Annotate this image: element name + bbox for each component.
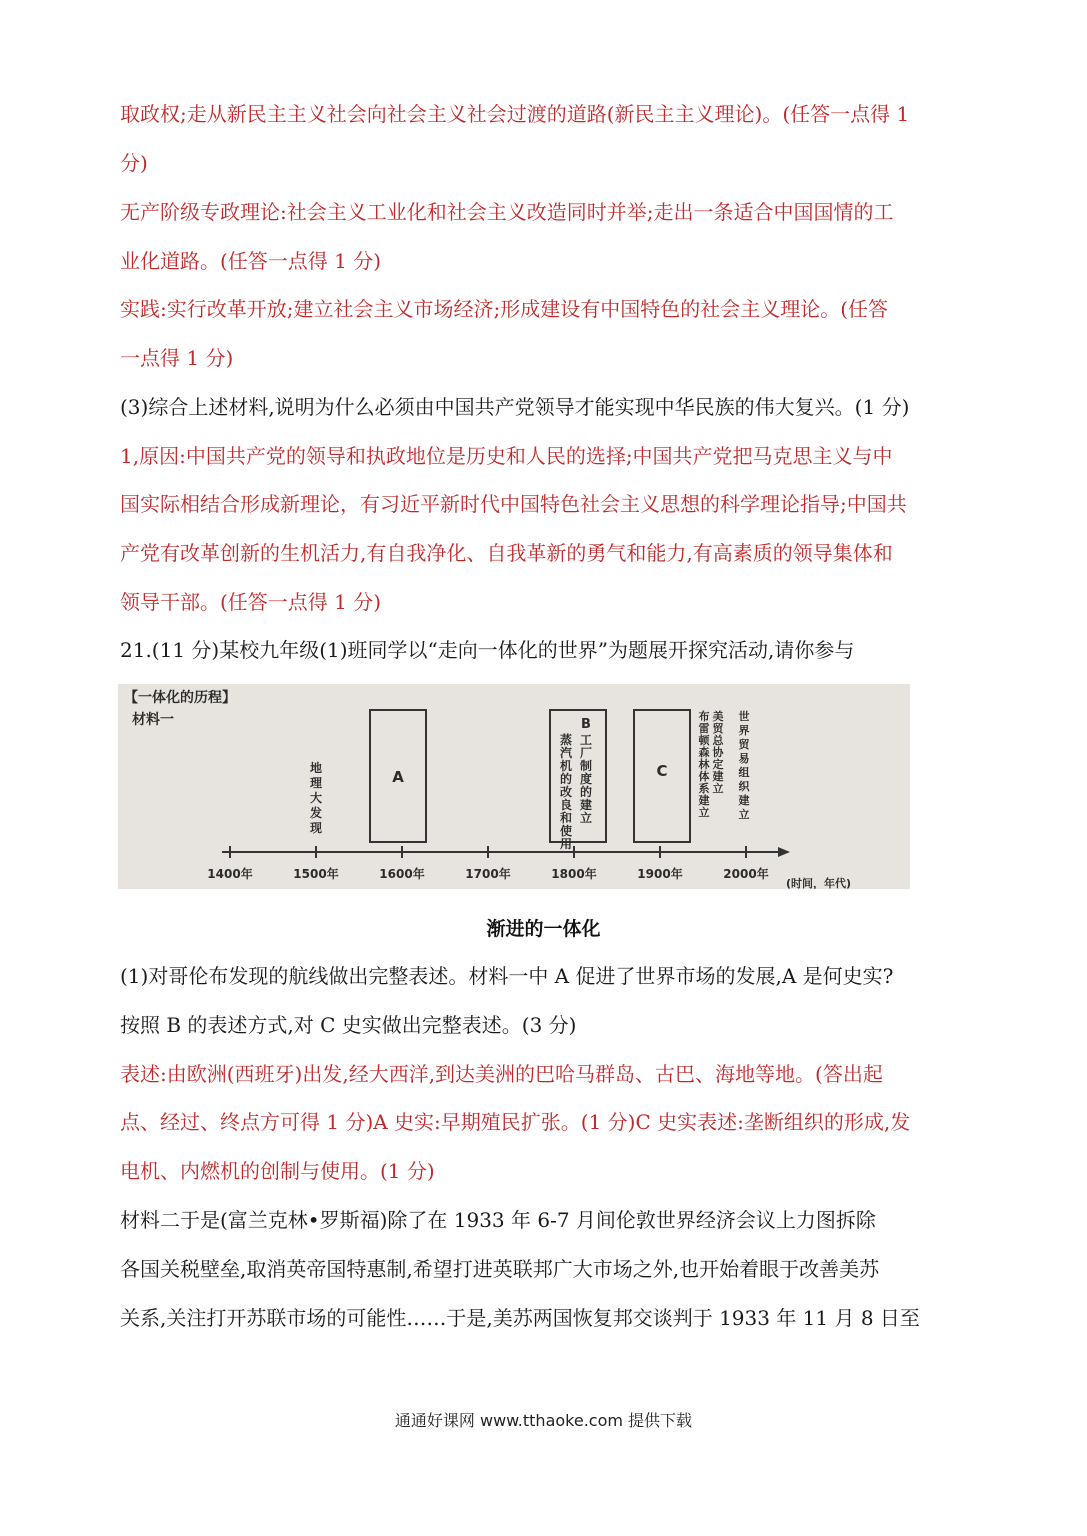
- event-discovery: 地理大发现: [309, 761, 323, 835]
- question-line: 21.(11 分)某校九年级(1)班同学以“走向一体化的世界”为题展开探究活动,请你参与: [120, 638, 855, 662]
- material-line: 各国关税壁垒,取消英帝国特惠制,希望打进英联邦广大市场之外,也开始着眼于改善美苏: [120, 1257, 880, 1281]
- event-wto: 世界贸易组织建立: [738, 710, 750, 821]
- axis-tick-label: 1400年: [207, 867, 253, 881]
- answer-line: 领导干部。(任答一点得 1 分): [120, 590, 382, 614]
- timeline-figure: [118, 684, 910, 889]
- axis-tick-label: 1900年: [637, 867, 683, 881]
- box-b: [550, 710, 606, 842]
- answer-line: 1,原因:中国共产党的领导和执政地位是历史和人民的选择;中国共产党把马克思主义与中: [120, 444, 893, 468]
- figure-caption: 渐进的一体化: [486, 918, 601, 940]
- question-line: (1)对哥伦布发现的航线做出完整表述。材料一中 A 促进了世界市场的发展,A 是何史实?: [120, 964, 894, 988]
- box-b-text-2: 工厂制度的建立: [579, 733, 593, 825]
- answer-line: 产党有改革创新的生机活力,有自我净化、自我革新的勇气和能力,有高素质的领导集体和: [120, 541, 893, 565]
- material-line: 材料二于是(富兰克林•罗斯福)除了在 1933 年 6-7 月间伦敦世界经济会议上力图拆除: [120, 1208, 876, 1232]
- page-footer: 通通好课网 www.tthaoke.com 提供下载: [394, 1411, 693, 1430]
- event-bretton-2: 美贸总协定建立: [712, 710, 724, 795]
- box-b-letter: B: [581, 717, 591, 732]
- answer-line: 表述:由欧洲(西班牙)出发,经大西洋,到达美洲的巴哈马群岛、古巴、海地等地。(答出起: [120, 1062, 883, 1086]
- axis-tick-label: 1800年: [551, 867, 597, 881]
- answer-line: 点、经过、终点方可得 1 分)A 史实:早期殖民扩张。(1 分)C 史实表述:垄断组织的形成,发: [120, 1110, 911, 1134]
- axis-tick-label: 1500年: [293, 867, 339, 881]
- answer-line: 业化道路。(任答一点得 1 分): [120, 249, 382, 273]
- answer-line: 无产阶级专政理论:社会主义工业化和社会主义改造同时并举;走出一条适合中国国情的工: [120, 200, 894, 224]
- axis-arrow: [778, 847, 790, 857]
- axis-tick-label: 2000年: [723, 867, 769, 881]
- axis-tick-label: 1700年: [465, 867, 511, 881]
- answer-line: 一点得 1 分): [120, 346, 234, 370]
- axis-tick-label: 1600年: [379, 867, 425, 881]
- answer-line: 电机、内燃机的创制与使用。(1 分): [120, 1159, 435, 1183]
- figure-header: 【一体化的历程】: [124, 690, 236, 706]
- box-b-text-1: 蒸汽机的改良和使用: [559, 733, 573, 851]
- question-line: (3)综合上述材料,说明为什么必须由中国共产党领导才能实现中华民族的伟大复兴。(1 分): [120, 395, 910, 419]
- answer-line: 国实际相结合形成新理论，有习近平新时代中国特色社会主义思想的科学理论指导;中国共: [120, 492, 907, 516]
- box-c-label: C: [656, 762, 668, 780]
- answer-line: 分): [120, 151, 148, 175]
- event-bretton-1: 布雷顿森林体系建立: [698, 710, 710, 819]
- box-a-label: A: [392, 768, 404, 786]
- question-line: 按照 B 的表述方式,对 C 史实做出完整表述。(3 分): [120, 1013, 577, 1037]
- answer-line: 实践:实行改革开放;建立社会主义市场经济;形成建设有中国特色的社会主义理论。(任答: [120, 297, 889, 321]
- material-label: 材料一: [132, 712, 174, 728]
- material-line: 关系,关注打开苏联市场的可能性……于是,美苏两国恢复邦交谈判于 1933 年 11 月 8 日至: [120, 1306, 920, 1330]
- axis-suffix: (时间，年代): [786, 877, 852, 889]
- answer-line: 取政权;走从新民主主义社会向社会主义社会过渡的道路(新民主主义理论)。(任答一点得 1: [120, 102, 910, 126]
- timeline-svg: [118, 684, 910, 889]
